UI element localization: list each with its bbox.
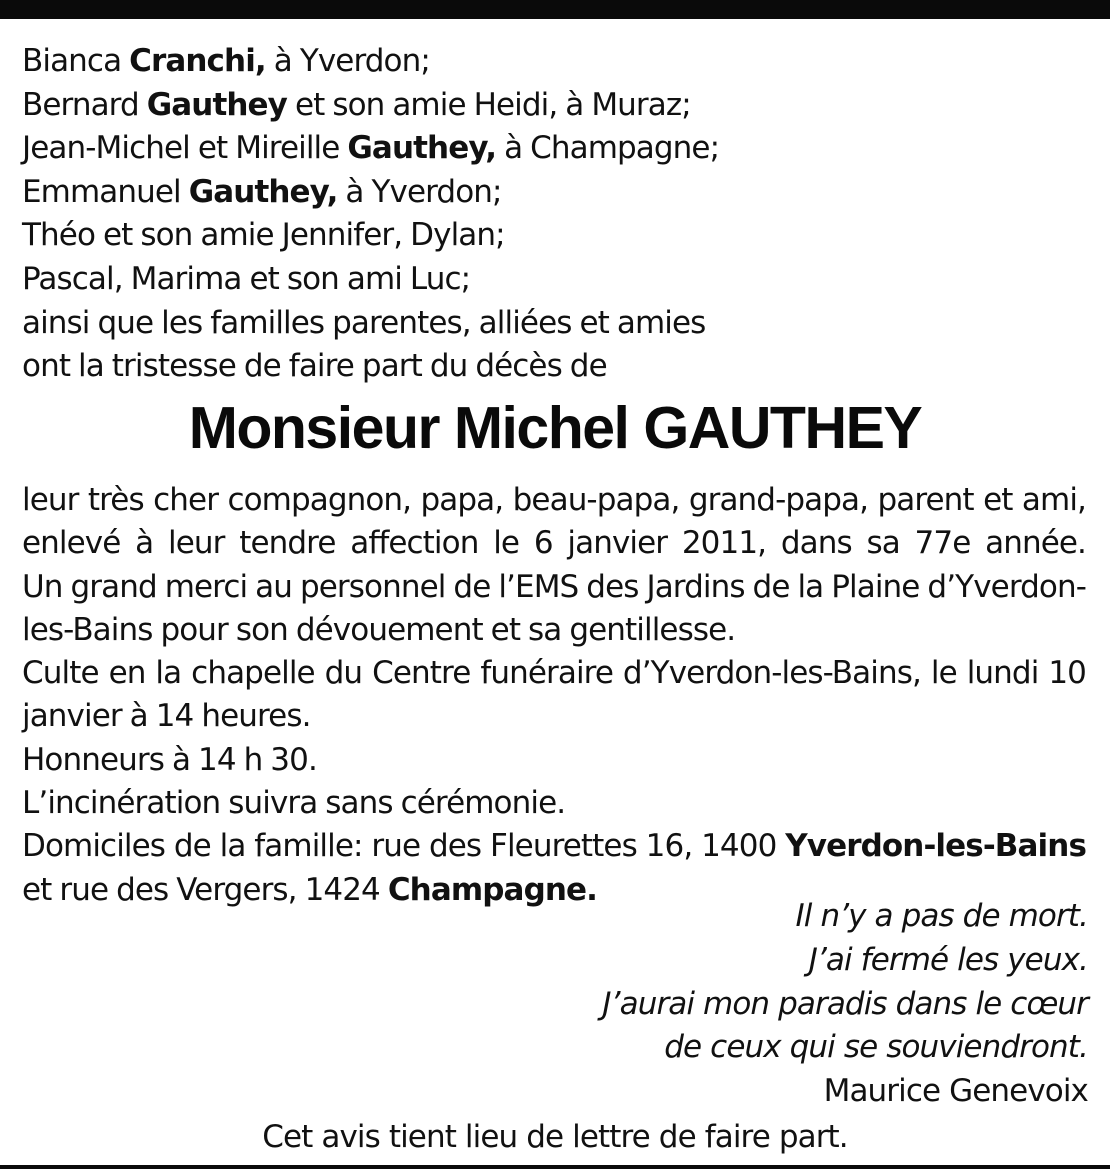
bottom-border-rule [0, 1165, 1110, 1169]
body-line: leur très cher compagnon, papa, beau-papa, grand-papa, parent et ami, [22, 482, 1086, 518]
family-line: Bianca Cranchi, à Yverdon; [22, 43, 430, 79]
body-line-address: Domiciles de la famille: rue des Fleurettes 16, 1400 Yverdon-les-Bains [22, 828, 1086, 865]
body-line: enlevé à leur tendre affection le 6 janvier 2011, dans sa 77e année. [22, 525, 1086, 562]
family-line: Théo et son amie Jennifer, Dylan; [22, 217, 505, 254]
poem-verse: de ceux qui se souviendront. [664, 1029, 1088, 1066]
body-line: Culte en la chapelle du Centre funéraire d’Yverdon-les-Bains, le lundi 10 [22, 655, 1086, 692]
family-line: ainsi que les familles parentes, alliées et amies [22, 304, 706, 341]
poem-author: Maurice Genevoix [823, 1073, 1088, 1110]
footer-note: Cet avis tient lieu de lettre de faire part. [262, 1119, 848, 1155]
body-line: Honneurs à 14 h 30. [22, 741, 317, 778]
top-border-rule [0, 0, 1110, 19]
body-line: les-Bains pour son dévouement et sa gentillesse. [22, 611, 736, 648]
family-line: Pascal, Marima et son ami Luc; [22, 260, 471, 297]
deceased-name-heading: Monsieur Michel GAUTHEY [188, 395, 922, 461]
family-line: Emmanuel Gauthey, à Yverdon; [22, 173, 502, 210]
poem-verse: J’aurai mon paradis dans le cœur [602, 985, 1088, 1022]
poem-verse: Il n’y a pas de mort. [795, 898, 1088, 934]
poem-quote [388, 895, 1088, 1114]
poem-verse: J’ai fermé les yeux. [808, 941, 1088, 978]
body-line: janvier à 14 heures. [22, 698, 311, 735]
family-line: Bernard Gauthey et son amie Heidi, à Muraz; [22, 86, 691, 123]
family-line: ont la tristesse de faire part du décès de [22, 348, 607, 385]
body-line: L’incinération suivra sans cérémonie. [22, 785, 566, 822]
body-line-address: et rue des Vergers, 1424 Champagne. [22, 871, 598, 908]
notice-body [22, 479, 1086, 912]
body-line: Un grand merci au personnel de l’EMS des Jardins de la Plaine d’Yverdon- [22, 568, 1086, 605]
family-list [22, 40, 1086, 389]
family-line: Jean-Michel et Mireille Gauthey, à Champagne; [22, 130, 720, 167]
